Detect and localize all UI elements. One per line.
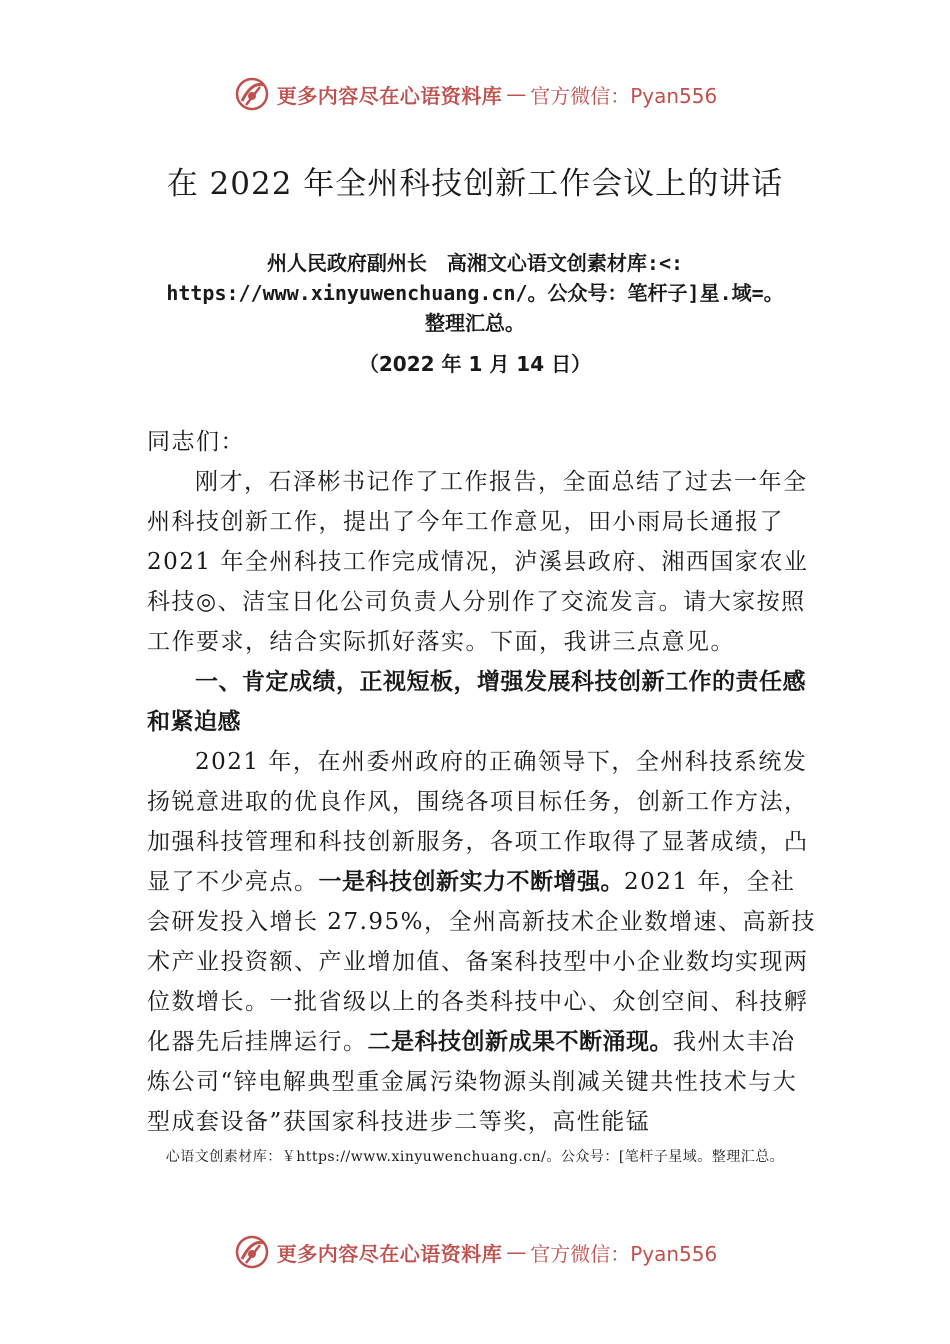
footer-note: 心语文创素材库：￥https://www.xinyuwenchuang.cn/。公众号：[笔杆子星域。整理汇总。: [165, 1149, 785, 1165]
banner-text: 更多内容尽在心语资料库: [276, 83, 503, 108]
speech-date: （2022 年 1 月 14 日）: [358, 352, 592, 376]
banner-dash: —: [506, 82, 527, 106]
author-line-3: 整理汇总。: [425, 311, 525, 335]
banner-wechat: 官方微信：Pyan556: [530, 1241, 718, 1266]
author-line-2: https://www.xinyuwenchuang.cn/。公众号：笔杆子]星.域=。: [166, 281, 784, 305]
highlight-1: 一是科技创新实力不断增强。: [318, 869, 624, 895]
banner-dash: —: [506, 1240, 527, 1264]
paragraph-2-intro: 2021 年，在州委州政府的正确领导下，全州科技系统发扬锐意进取的优良作风，围绕各项目标任务，创新工作方法，加强科技管理和科技创新服务，各项工作取得了显著成绩，凸显了不少亮点。: [147, 749, 809, 895]
banner-wechat: 官方微信：Pyan556: [530, 83, 718, 108]
paragraph-2-end: 我州太丰冶炼公司“锌电解典型重金属污染物源头削减关键共性技术与大型成套设备”获国家科技进步二等奖，高性能锰: [147, 1029, 798, 1135]
document-body: [147, 422, 817, 1142]
section-heading-1: 一、肯定成绩，正视短板，增强发展科技创新工作的责任感和紧迫感: [147, 669, 806, 735]
bottom-banner: [0, 1230, 950, 1274]
paragraph-1: 刚才，石泽彬书记作了工作报告，全面总结了过去一年全州科技创新工作，提出了今年工作意见，田小雨局长通报了 2021 年全州科技工作完成情况，泸溪县政府、湘西国家农业科技◎、洁宝日化公司负责人分别作了交流发言。请大家按照工作要求，结合实际抓好落实。下面，我讲三点意见。: [147, 469, 809, 655]
author-block: [60, 248, 890, 338]
banner-text: 更多内容尽在心语资料库: [276, 1241, 503, 1266]
paragraph-2: [147, 742, 817, 1142]
salutation: 同志们：: [147, 429, 245, 455]
top-banner: [0, 72, 950, 116]
author-line-1: 州人民政府副州长 高湘文心语文创素材库:<:: [266, 251, 684, 275]
logo-icon: [233, 1233, 271, 1271]
paragraph-2-middle: 2021 年，全社会研发投入增长 27.95%，全州高新技术企业数增速、高新技术产业投资额、产业增加值、备案科技型中小企业数均实现两位数增长。一批省级以上的各类科技中心、众创空间、科技孵化器先后挂牌运行。: [147, 869, 817, 1055]
document-title: 在 2022 年全州科技创新工作会议上的讲话: [166, 166, 784, 202]
highlight-2: 二是科技创新成果不断涌现。: [367, 1029, 673, 1055]
logo-icon: [233, 75, 271, 113]
